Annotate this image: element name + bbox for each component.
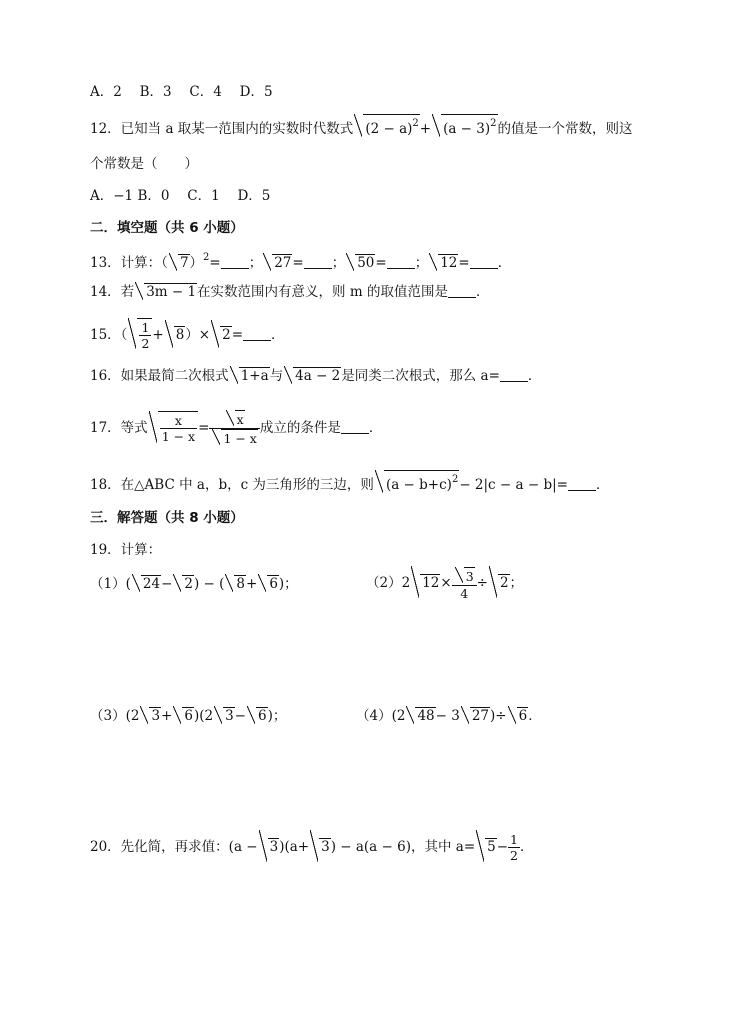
q16-suffix: 是同类二次根式，那么 a=	[341, 368, 500, 384]
q13-exponent: 2	[203, 252, 210, 263]
q15-denominator: 2	[141, 336, 150, 351]
q20-radical-1	[259, 830, 280, 864]
q20-radicand-1: 3	[269, 839, 279, 855]
q19-p3-label: （3）	[90, 708, 126, 724]
q19-p3-radicand-4: 6	[257, 708, 267, 724]
q17-rhs-numerator: x	[236, 412, 244, 427]
q20-radical-2	[310, 830, 331, 864]
q19-p3-radical-1	[140, 706, 161, 726]
q20-radicand-2: 3	[321, 839, 330, 855]
q19-p2-radical-1	[411, 566, 440, 600]
q12-continuation: 个常数是（ ）	[90, 156, 198, 172]
q18-mid: − 2|c − a − b|=	[459, 477, 568, 493]
q19-p2-radicand-1: 12	[422, 575, 440, 591]
q13-radical-4	[429, 253, 458, 273]
q19-p3-radical-2	[173, 706, 194, 726]
q19-p2-denominator: 4	[460, 585, 469, 601]
q16-blank[interactable]	[500, 367, 528, 382]
q20-mid: )(a+	[279, 839, 310, 855]
q13-radical-3	[346, 253, 375, 273]
section-solve-title: 三．解答题（共 8 小题）	[90, 510, 244, 526]
q20-radicand-3: 5	[487, 839, 496, 855]
q19-p3-plus: +	[161, 708, 173, 724]
q20-numerator: 1	[510, 832, 518, 847]
q19-p3-mid: )(2	[193, 708, 214, 724]
q13-eq-2: =	[292, 255, 304, 271]
q19-p2-end: ；	[509, 575, 524, 591]
q19-p4-minus: − 3	[435, 708, 460, 724]
q19-p4-end: ．	[528, 708, 542, 724]
q19-p2-radical-2	[489, 566, 510, 600]
q19-p2-coef: 2	[401, 575, 411, 591]
q12-radicand-2: (a − 3)	[443, 121, 491, 137]
q13-blank-2[interactable]	[304, 254, 332, 269]
q19-p4-radical-1	[406, 706, 435, 726]
q13-sep-3: ；	[414, 255, 429, 271]
q19-p1-label: （1）	[90, 576, 126, 592]
q13-blank-4[interactable]	[470, 254, 498, 269]
q19-p2-times: ×	[440, 575, 452, 591]
q19-p3-close: )；	[267, 708, 287, 724]
q19-p1-radical-2	[173, 574, 194, 594]
q15-radical-frac	[128, 318, 152, 351]
q13-blank-1[interactable]	[221, 254, 249, 269]
q12-radicand-1: (2 − a)	[365, 121, 413, 137]
q12-exponent-1: 2	[412, 118, 419, 129]
q14-suffix: 在实数范围内有意义，则 m 的取值范围是	[197, 284, 448, 300]
q13-paren: ）	[189, 255, 204, 271]
q17-rhs-num-radical	[226, 410, 245, 428]
q19-part4	[356, 706, 542, 726]
q16-stem	[90, 366, 541, 386]
q19-p3-minus: −	[234, 708, 246, 724]
q13-stem	[90, 248, 511, 273]
q13-sep-1: ；	[248, 255, 263, 271]
q18-blank[interactable]	[568, 476, 596, 491]
q20-denominator: 2	[510, 848, 518, 863]
q20-minus: −	[496, 839, 509, 855]
q17-stem	[90, 410, 382, 447]
q12-exponent-2: 2	[490, 118, 497, 129]
q16-radical-2	[284, 366, 341, 386]
q12-options: A．−1 B．0 C．1 D．5	[90, 188, 271, 204]
q18-end: ．	[595, 477, 610, 493]
q20-fraction	[508, 832, 520, 863]
q18-exponent: 2	[451, 474, 459, 485]
q19-p4-radical-3	[508, 706, 529, 726]
q17-lhs-numerator: x	[160, 413, 197, 429]
q19-p1-radicand-4: 6	[269, 576, 278, 592]
q17-rhs-denominator: 1 − x	[223, 431, 257, 446]
q12-prefix: 12．已知当 a 取某一范围内的实数时代数式	[90, 121, 354, 137]
q19-p1-open: (	[125, 576, 131, 592]
q19-p2-numerator: 3	[465, 568, 474, 584]
q19-p3-radicand-1: 3	[151, 708, 161, 724]
q20-stem	[90, 830, 534, 864]
q19-p3-open: (2	[125, 708, 140, 724]
q14-radical	[135, 282, 197, 302]
q18-stem	[90, 470, 609, 495]
q19-p1-minus: −	[161, 576, 173, 592]
q15-mid: ）×	[185, 327, 211, 343]
q20-radical-3	[476, 830, 497, 864]
q19-part3	[90, 706, 286, 726]
q13-eq-4: =	[458, 255, 470, 271]
q19-p1-radicand-1: 24	[142, 576, 161, 592]
q13-radicand-1: 7	[179, 255, 189, 271]
q19-part2	[366, 566, 523, 601]
q17-radical-lhs	[149, 411, 198, 445]
q14-end: ．	[475, 284, 490, 300]
q19-title: 19．计算：	[90, 542, 162, 558]
q13-eq-3: =	[375, 255, 387, 271]
q19-p3-radical-4	[247, 706, 268, 726]
q16-radicand-1: 1+a	[240, 368, 269, 384]
q19-p1-radical-3	[225, 574, 246, 594]
q13-radical-2	[263, 253, 292, 273]
q17-suffix: 成立的条件是	[259, 420, 341, 436]
q15-stem	[90, 318, 285, 351]
q12-suffix: 的值是一个常数，则这	[497, 121, 633, 137]
q12-radical-2	[432, 114, 497, 139]
q19-part1	[90, 574, 298, 594]
q18-radical	[375, 470, 459, 495]
q19-p2-num-radical	[455, 567, 475, 585]
q19-p2-fraction	[452, 567, 477, 601]
q15-radical-2	[165, 320, 186, 350]
q15-prefix: 15．（	[90, 327, 128, 343]
q19-p2-label: （2）	[366, 575, 402, 591]
q13-sep-2: ；	[331, 255, 346, 271]
q19-p1-radical-4	[258, 574, 279, 594]
q15-blank[interactable]	[243, 326, 271, 341]
q13-radicand-4: 12	[440, 255, 458, 271]
q17-eq: =	[198, 420, 210, 436]
q19-p4-radicand-3: 6	[518, 708, 528, 724]
q13-radical-1	[169, 253, 190, 273]
q19-p4-div: )÷	[490, 708, 507, 724]
q16-radicand-2: 4a − 2	[295, 368, 341, 384]
q19-p2-div: ÷	[476, 575, 488, 591]
q13-radicand-3: 50	[357, 255, 375, 271]
q12-plus: +	[419, 121, 432, 137]
q16-radical-1	[230, 366, 270, 386]
q17-rhs-den-radical	[212, 429, 257, 447]
q15-radicand-3: 2	[222, 327, 231, 343]
q17-end: ．	[368, 420, 383, 436]
q15-radical-3	[211, 320, 232, 350]
q18-prefix: 18．在△ABC 中 a，b，c 为三角形的三边，则	[90, 477, 374, 493]
q13-end: ．	[497, 255, 512, 271]
q19-p3-radicand-3: 3	[225, 708, 234, 724]
q15-end: ．	[271, 327, 285, 343]
q16-mid: 与	[269, 368, 284, 384]
q14-blank[interactable]	[448, 283, 476, 298]
q14-radicand: 3m − 1	[146, 284, 197, 300]
q17-rhs-fraction	[209, 410, 259, 447]
q20-prefix: 20．先化简，再求值：(a −	[90, 839, 258, 855]
q11-options: A．2 B．3 C．4 D．5	[90, 84, 273, 100]
q19-p4-label: （4）	[356, 708, 392, 724]
q19-p3-radical-3	[214, 706, 235, 726]
q19-p1-radicand-3: 8	[236, 576, 245, 592]
q17-lhs-fraction	[160, 413, 197, 444]
q16-prefix: 16．如果最简二次根式	[90, 368, 229, 384]
q19-p4-radical-2	[461, 706, 490, 726]
q13-radicand-2: 27	[274, 255, 292, 271]
q20-end: ．	[520, 839, 534, 855]
q17-prefix: 17．等式	[90, 420, 148, 436]
q15-numerator: 1	[141, 320, 150, 335]
q12-stem	[90, 114, 633, 139]
q19-p4-open: (2	[391, 708, 406, 724]
q19-p1-mid: ) − (	[193, 576, 225, 592]
q17-blank[interactable]	[341, 419, 369, 434]
q15-eq: =	[231, 327, 244, 343]
q17-lhs-denominator: 1 − x	[161, 429, 196, 444]
q19-p4-radicand-1: 48	[417, 708, 435, 724]
q13-eq-1: =	[209, 255, 221, 271]
q15-radicand-2: 8	[175, 327, 185, 343]
q16-end: ．	[527, 368, 542, 384]
q15-plus: +	[152, 327, 164, 343]
q19-p3-radicand-2: 6	[184, 708, 193, 724]
q20-mid2: ) − a(a − 6)，其中 a=	[330, 839, 476, 855]
q19-p1-plus: +	[246, 576, 258, 592]
q19-p4-radicand-2: 27	[471, 708, 490, 724]
q19-p2-radicand-2: 2	[499, 575, 509, 591]
q19-p1-close: )；	[278, 576, 298, 592]
q13-blank-3[interactable]	[387, 254, 415, 269]
q14-prefix: 14．若	[90, 284, 135, 300]
q15-fraction	[139, 320, 151, 351]
q13-prefix: 13．计算：（	[90, 255, 168, 271]
q14-stem	[90, 282, 489, 302]
q19-p1-radicand-2: 2	[184, 576, 193, 592]
q18-radicand: (a − b+c)	[385, 477, 452, 493]
q19-p1-radical-1	[132, 574, 161, 594]
q12-radical-1	[354, 114, 419, 139]
section-fill-in-title: 二．填空题（共 6 小题）	[90, 220, 244, 236]
